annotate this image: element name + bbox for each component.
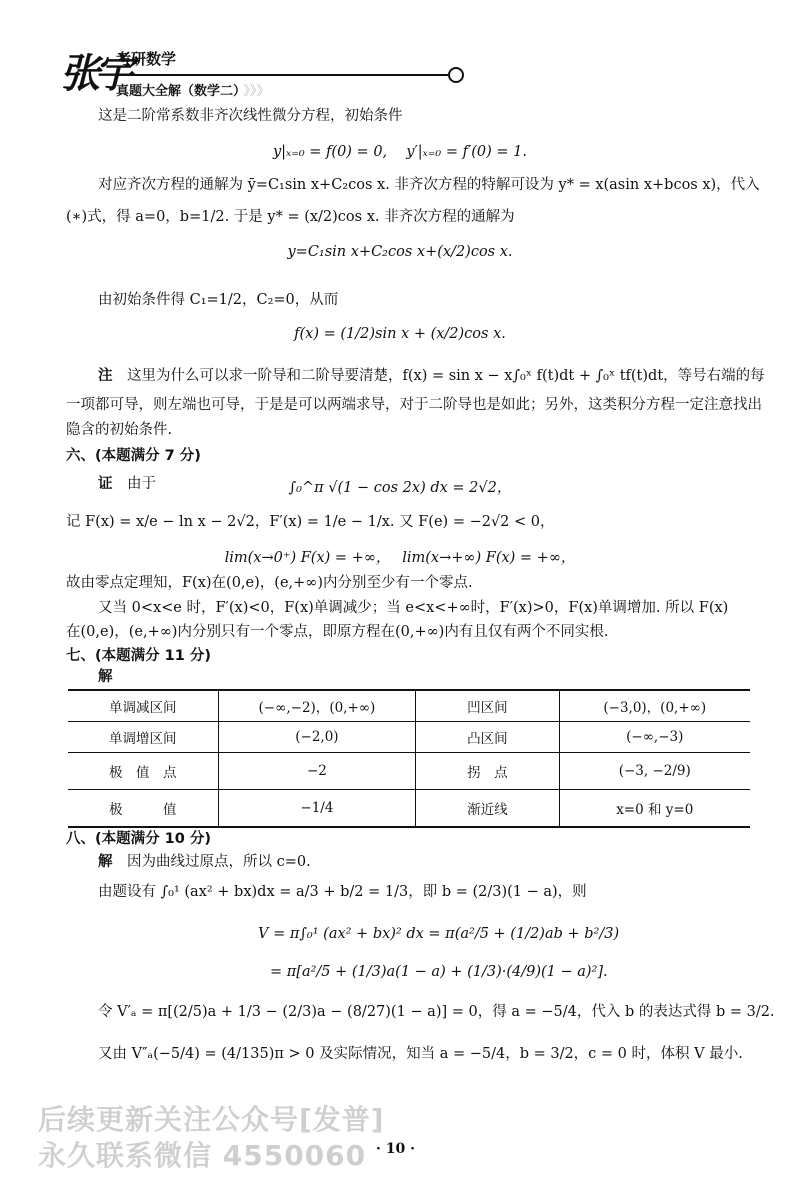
section-heading: 七、(本题满分 11 分) xyxy=(66,648,212,664)
text-line: 由题设有 ∫₀¹ (ax² + bx)dx = a/3 + b/2 = 1/3，即 b = (2/3)(1 − a)，则 xyxy=(98,884,587,900)
volume-formula: V = π∫₀¹ (ax² + bx)² dx = π(a²/5 + (1/2)ab + b²/3) xyxy=(258,926,620,942)
table-row xyxy=(68,790,750,828)
header-circle-ornament xyxy=(448,67,464,83)
table-cell: 单调减区间 xyxy=(68,690,218,722)
function-properties-table xyxy=(68,689,750,828)
table-cell: (−2,0) xyxy=(218,722,416,753)
table-cell: 渐近线 xyxy=(416,790,559,828)
book-title: 考研数学 xyxy=(116,50,177,68)
text-line: 又当 0<x<e 时，F′(x)<0，F(x)单调减少；当 e<x<+∞时，F′(x)>0，F(x)单调增加. 所以 F(x) xyxy=(98,600,729,616)
section-heading: 六、(本题满分 7 分) xyxy=(66,448,201,464)
table-cell: (−3, −2/9) xyxy=(559,753,750,790)
table-cell: 单调增区间 xyxy=(68,722,218,753)
table-cell: 拐 点 xyxy=(416,753,559,790)
text-line: 在(0,e)，(e,+∞)内分别只有一个零点，即原方程在(0,+∞)内有且仅有两个不同实根. xyxy=(66,624,609,640)
table-cell: 极 值 点 xyxy=(68,753,218,790)
book-subtitle: 真题大全解（数学二） 》》》 xyxy=(116,84,270,99)
text-line: 记 F(x) = x/e − ln x − 2√2，F′(x) = 1/e − 1/x. 又 F(e) = −2√2 < 0， xyxy=(66,514,555,530)
text-line: 隐含的初始条件. xyxy=(66,422,173,438)
text-line: 又由 V″ₐ(−5/4) = (4/135)π > 0 及实际情况，知当 a = −5/4，b = 3/2，c = 0 时，体积 V 最小. xyxy=(98,1046,743,1062)
integral-formula: ∫₀^π √(1 − cos 2x) dx = 2√2， xyxy=(288,480,512,496)
proof-intro: 证 由于 xyxy=(98,476,156,492)
table-cell: 凹区间 xyxy=(416,690,559,722)
watermark-line: 永久联系微信 4550060 xyxy=(38,1139,367,1172)
table-cell: −2 xyxy=(218,753,416,790)
table-row xyxy=(68,690,750,722)
chevron-icon: 》》》 xyxy=(243,84,270,99)
table-row xyxy=(68,722,750,753)
volume-formula-expanded: = π[a²/5 + (1/3)a(1 − a) + (1/3)·(4/9)(1 − a)²]. xyxy=(270,964,608,980)
general-solution-formula: y=C₁sin x+C₂cos x+(x/2)cos x. xyxy=(287,244,513,260)
table-cell: 极 值 xyxy=(68,790,218,828)
result-formula: f(x) = (1/2)sin x + (x/2)cos x. xyxy=(294,326,506,342)
note-line: 注 这里为什么可以求一阶导和二阶导要清楚，f(x) = sin x − x∫₀ˣ f(t)dt + ∫₀ˣ tf(t)dt，等号右端的每 xyxy=(98,368,765,384)
text-line: 故由零点定理知，F(x)在(0,e)，(e,+∞)内分别至少有一个零点. xyxy=(66,575,473,591)
table-row xyxy=(68,753,750,790)
text-line: (∗)式，得 a=0，b=1/2. 于是 y* = (x/2)cos x. 非齐次方程的通解为 xyxy=(66,209,515,225)
text-line: 解 因为曲线过原点，所以 c=0. xyxy=(98,854,311,870)
solution-label: 解 xyxy=(98,669,113,685)
text-line: 一项都可导，则左端也可导，于是是可以两端求导，对于二阶导也是如此；另外，这类积分方程一定注意找出 xyxy=(66,397,762,413)
page-header xyxy=(60,42,420,102)
solution-label: 解 xyxy=(98,854,113,870)
proof-label: 证 xyxy=(98,476,113,492)
text-line: 这是二阶常系数非齐次线性微分方程，初始条件 xyxy=(98,108,403,124)
watermark-line: 后续更新关注公众号[发普] xyxy=(38,1103,385,1136)
author-signature: 张宇 xyxy=(60,50,128,97)
page-number: · 10 · xyxy=(376,1141,415,1157)
header-rule xyxy=(118,74,448,76)
text-line: 令 V′ₐ = π[(2/5)a + 1/3 − (2/3)a − (8/27)(1 − a)] = 0，得 a = −5/4，代入 b 的表达式得 b = 3/2. xyxy=(98,1004,775,1020)
table-cell: 凸区间 xyxy=(416,722,559,753)
table-cell: (−3,0)，(0,+∞) xyxy=(559,690,750,722)
table-cell: (−∞,−2)，(0,+∞) xyxy=(218,690,416,722)
table-cell: x=0 和 y=0 xyxy=(559,790,750,828)
limits-formula: lim(x→0⁺) F(x) = +∞， lim(x→+∞) F(x) = +∞， xyxy=(224,550,576,566)
note-label: 注 xyxy=(98,368,113,384)
initial-conditions-formula: y|ₓ₌₀ = f(0) = 0, y′|ₓ₌₀ = f′(0) = 1. xyxy=(272,144,528,160)
table-cell: (−∞,−3) xyxy=(559,722,750,753)
text-line: 由初始条件得 C₁=1/2，C₂=0，从而 xyxy=(98,292,339,308)
text-line: 对应齐次方程的通解为 ȳ=C₁sin x+C₂cos x. 非齐次方程的特解可设为 y* = x(asin x+bcos x)，代入 xyxy=(98,177,760,193)
table-cell: −1/4 xyxy=(218,790,416,828)
section-heading: 八、(本题满分 10 分) xyxy=(66,831,212,847)
